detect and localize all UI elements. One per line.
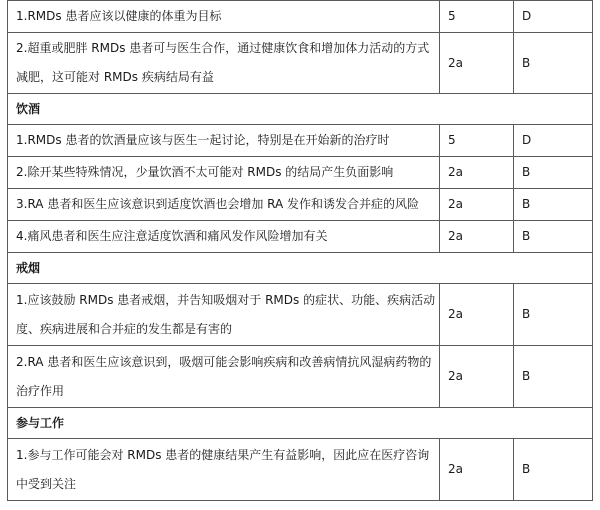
section-row [8, 94, 593, 125]
recommendation-grade: D [514, 1, 593, 33]
section-heading: 参与工作 [8, 408, 593, 439]
table-row [8, 346, 593, 408]
recommendation-text: 2.RA 患者和医生应该意识到，吸烟可能会影响疾病和改善病情抗风湿病药物的治疗作用 [8, 346, 440, 408]
section-heading: 戒烟 [8, 253, 593, 284]
evidence-level: 2a [440, 346, 514, 408]
recommendations-table [7, 0, 593, 501]
recommendation-text: 1.应该鼓励 RMDs 患者戒烟，并告知吸烟对于 RMDs 的症状、功能、疾病活动度、疾病进展和合并症的发生都是有害的 [8, 284, 440, 346]
table-row [8, 33, 593, 94]
recommendation-grade: B [514, 189, 593, 221]
recommendation-grade: B [514, 221, 593, 253]
evidence-level: 2a [440, 221, 514, 253]
evidence-level: 2a [440, 284, 514, 346]
section-heading: 饮酒 [8, 94, 593, 125]
table-row [8, 284, 593, 346]
evidence-level: 2a [440, 33, 514, 94]
recommendation-text: 2.除开某些特殊情况，少量饮酒不太可能对 RMDs 的结局产生负面影响 [8, 157, 440, 189]
evidence-level: 5 [440, 125, 514, 157]
recommendation-grade: B [514, 439, 593, 501]
table-row [8, 125, 593, 157]
recommendation-grade: D [514, 125, 593, 157]
table-row [8, 157, 593, 189]
recommendation-text: 3.RA 患者和医生应该意识到适度饮酒也会增加 RA 发作和诱发合并症的风险 [8, 189, 440, 221]
recommendation-grade: B [514, 157, 593, 189]
section-row [8, 253, 593, 284]
recommendation-text: 1.参与工作可能会对 RMDs 患者的健康结果产生有益影响，因此应在医疗咨询中受到关注 [8, 439, 440, 501]
recommendation-text: 4.痛风患者和医生应注意适度饮酒和痛风发作风险增加有关 [8, 221, 440, 253]
table-row [8, 189, 593, 221]
evidence-level: 2a [440, 157, 514, 189]
table-row [8, 439, 593, 501]
table-row [8, 1, 593, 33]
recommendation-text: 2.超重或肥胖 RMDs 患者可与医生合作，通过健康饮食和增加体力活动的方式减肥，这可能对 RMDs 疾病结局有益 [8, 33, 440, 94]
recommendation-grade: B [514, 33, 593, 94]
recommendation-text: 1.RMDs 患者的饮酒量应该与医生一起讨论，特别是在开始新的治疗时 [8, 125, 440, 157]
recommendation-grade: B [514, 346, 593, 408]
recommendation-grade: B [514, 284, 593, 346]
recommendation-text: 1.RMDs 患者应该以健康的体重为目标 [8, 1, 440, 33]
evidence-level: 5 [440, 1, 514, 33]
table-row [8, 221, 593, 253]
section-row [8, 408, 593, 439]
evidence-level: 2a [440, 189, 514, 221]
evidence-level: 2a [440, 439, 514, 501]
